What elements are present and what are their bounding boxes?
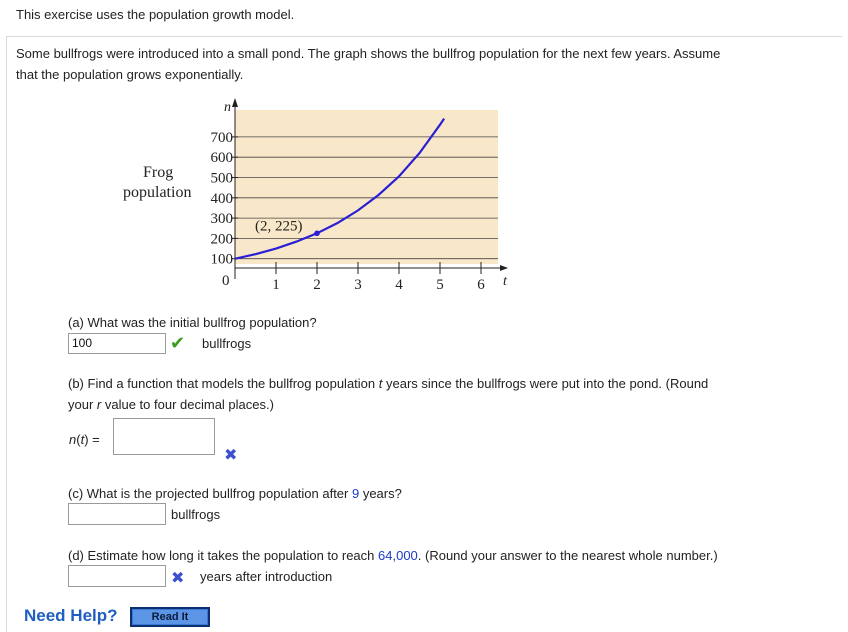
x-axis-variable: t <box>503 274 507 289</box>
y-tick-label: 400 <box>210 190 233 207</box>
x-tick-label: 3 <box>354 277 362 293</box>
part-c-years: 9 <box>351 486 360 501</box>
part-a-answer-field[interactable]: 100 <box>68 333 166 354</box>
y-tick-label: 300 <box>210 211 233 228</box>
part-c-answer-field[interactable] <box>68 503 166 525</box>
plot-background <box>235 110 498 264</box>
origin-label: 0 <box>222 273 230 289</box>
left-border <box>6 36 7 632</box>
part-c-unit: bullfrogs <box>171 507 221 522</box>
graph-ylabel-line2: population <box>123 184 192 201</box>
y-axis-arrow-icon <box>232 98 238 107</box>
x-tick-label: 1 <box>272 277 280 293</box>
part-b-answer-field[interactable] <box>113 418 215 455</box>
part-d-target: 64,000 <box>378 548 418 563</box>
marked-point <box>314 231 320 237</box>
part-a-question: (a) What was the initial bullfrog population? <box>68 315 317 330</box>
part-b-question-line2: your r value to four decimal places.) <box>68 397 274 412</box>
part-d-unit: years after introduction <box>200 569 333 584</box>
graph-ylabel-line1: Frog <box>143 164 174 181</box>
part-b-question-line1: (b) Find a function that models the bullfrog population t years since the bullfrogs were put into the pond. (Round <box>68 376 709 391</box>
x-tick-label: 6 <box>477 277 485 293</box>
problem-intro-line2: that the population grows exponentially. <box>16 67 244 82</box>
read-it-button[interactable] <box>130 607 210 627</box>
need-help-label: Need Help? <box>24 606 118 625</box>
read-it-label: Read It <box>133 610 207 624</box>
population-chart <box>190 95 520 300</box>
x-tick-label: 2 <box>313 277 321 293</box>
part-a-unit: bullfrogs <box>202 336 252 351</box>
x-icon: ✖ <box>224 447 238 464</box>
part-d-answer-field[interactable] <box>68 565 166 587</box>
x-icon: ✖ <box>171 570 185 587</box>
header-divider <box>6 36 842 37</box>
point-label: (2, 225) <box>255 218 303 235</box>
y-tick-label: 200 <box>210 231 233 248</box>
y-axis-variable: n <box>224 100 231 115</box>
problem-intro-line1: Some bullfrogs were introduced into a small pond. The graph shows the bullfrog population for the next few years. Assume <box>16 46 721 61</box>
y-tick-label: 500 <box>210 170 233 187</box>
x-tick-label: 5 <box>436 277 444 293</box>
y-tick-label: 700 <box>210 129 233 146</box>
y-tick-label: 600 <box>210 150 233 167</box>
part-c-question: (c) What is the projected bullfrog population after 9 years? <box>68 486 402 501</box>
check-icon: ✔ <box>170 333 186 353</box>
exercise-note: This exercise uses the population growth model. <box>16 7 295 22</box>
x-tick-label: 4 <box>395 277 403 293</box>
y-tick-label: 100 <box>210 251 233 268</box>
x-axis-arrow-icon <box>500 265 508 271</box>
part-d-question: (d) Estimate how long it takes the population to reach 64,000. (Round your answer to the nearest whole number.) <box>68 548 718 563</box>
part-b-function-label: n(t) = <box>69 432 100 447</box>
